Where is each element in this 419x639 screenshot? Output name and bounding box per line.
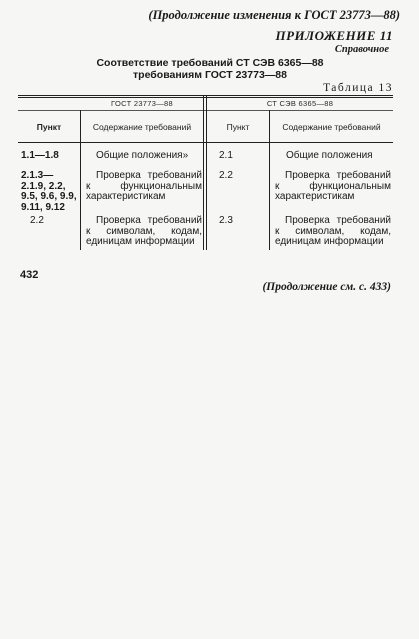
table-cell-stsev-content: Общие положения [286,150,373,161]
table-cell-gost-item: 2.2 [30,215,44,226]
table-center-divider-inner [206,95,207,250]
page-number: 432 [20,269,39,281]
table-label: Таблица 13 [323,82,393,94]
document-title [60,57,360,81]
column-header-gost-item: Пункт [36,122,62,132]
table-cell-gost-content: Проверка требований к функциональным характеристикам [86,170,202,202]
document-title-line-2: требованиям ГОСТ 23773—88 [133,69,287,81]
table-cell-gost-item: 1.1—1.8 [21,150,59,161]
appendix-title: ПРИЛОЖЕНИЕ 11 [275,28,393,43]
table-cell-stsev-item: 2.2 [219,170,233,181]
table-center-divider [203,95,204,250]
appendix-subtitle: Справочное [334,44,389,55]
table-cell-gost-content: Проверка требований к символам, кодам, единицам информации [86,215,202,247]
group-header-stsev: СТ СЭВ 6365—88 [266,99,334,108]
table-cell-gost-item: 2.1.3—2.1.9, 2.2, 9.5, 9.6, 9.9, 9.11, 9.12 [21,170,77,213]
table-cell-stsev-content: Проверка требований к символам, кодам, единицам информации [275,215,391,247]
table-cell-stsev-item: 2.3 [219,215,233,226]
table-cell-stsev-item: 2.1 [219,150,233,161]
continuation-header: (Продолжение изменения к ГОСТ 23773—88) [148,8,400,22]
table-cell-gost-content: Общие положения» [96,150,189,161]
column-header-stsev-item: Пункт [226,122,250,132]
group-header-gost: ГОСТ 23773—88 [111,99,173,108]
document-title-line-1: Соответствие требований СТ СЭВ 6365—88 [96,57,324,69]
continuation-footer: (Продолжение см. с. 433) [262,281,391,293]
column-header-stsev-content: Содержание требований [282,122,381,132]
column-header-gost-content: Содержание требований [92,122,192,132]
table-cell-stsev-content: Проверка требований к функциональным характеристикам [275,170,391,202]
